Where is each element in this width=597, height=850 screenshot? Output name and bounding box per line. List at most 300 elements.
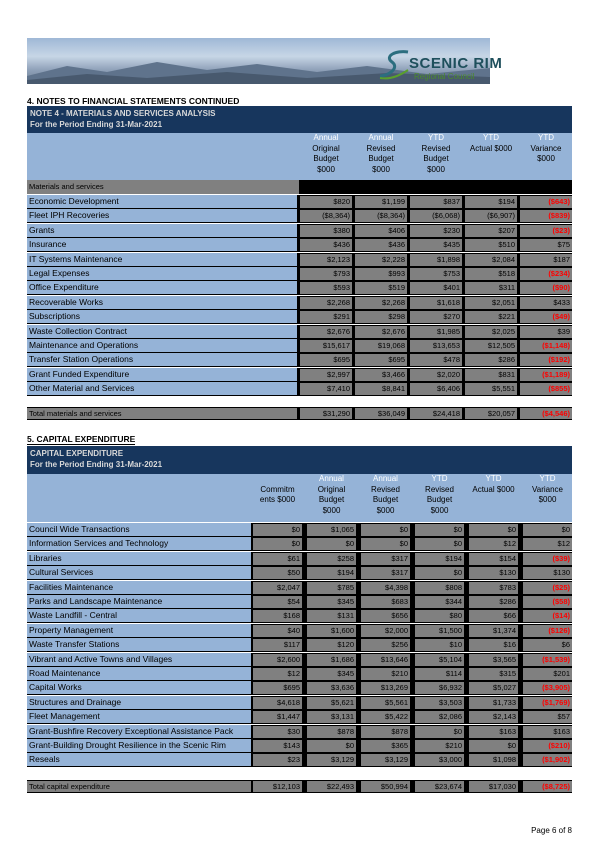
row-label: Legal Expenses [27, 267, 297, 280]
total-cell: $22,493 [307, 781, 356, 792]
column-header-label: Original [312, 143, 340, 153]
table-cell: ($1,189) [520, 369, 572, 381]
table-cell: $15,617 [300, 340, 352, 352]
section-4-heading: 4. NOTES TO FINANCIAL STATEMENTS CONTINUED [27, 96, 240, 106]
column-header-period: Annual [373, 474, 398, 483]
table-cell: $13,653 [410, 340, 462, 352]
total-row [27, 407, 572, 420]
table-row [27, 310, 572, 324]
table-cell: $0 [415, 538, 464, 550]
column-header-label: Revised [425, 484, 454, 494]
group-label: Materials and services [29, 182, 104, 191]
column-header-label: Revised [421, 143, 451, 153]
table-row [27, 710, 572, 724]
table-cell: $2,268 [300, 297, 352, 309]
table-cell: $143 [253, 740, 302, 752]
table-cell: $230 [410, 225, 462, 237]
table-cell: $2,600 [253, 654, 302, 666]
table-cell: $0 [307, 538, 356, 550]
column-header [465, 133, 517, 154]
table-cell: $2,020 [410, 369, 462, 381]
column-header [415, 474, 464, 516]
table-cell: $0 [469, 740, 518, 752]
table-cell: $298 [355, 311, 407, 323]
table-cell: ($90) [520, 282, 572, 294]
table-cell: $0 [253, 538, 302, 550]
column-header [410, 133, 462, 175]
table-cell: $120 [307, 639, 356, 651]
table-row [27, 238, 572, 252]
row-label: Recoverable Works [27, 296, 297, 309]
table-cell: ($210) [523, 740, 572, 752]
table-row [27, 566, 572, 580]
table-cell: $5,027 [469, 682, 518, 694]
table-cell: $2,228 [355, 254, 407, 266]
table-cell: $317 [361, 553, 410, 565]
table-row [27, 195, 572, 209]
column-header-label: Revised [366, 143, 396, 153]
table-row [27, 681, 572, 695]
table-cell: $2,997 [300, 369, 352, 381]
table-row [27, 552, 572, 566]
table-cell: ($39) [523, 553, 572, 565]
table-cell: $656 [361, 610, 410, 622]
row-label: Grant-Building Drought Resilience in the Scenic Rim [27, 739, 251, 752]
column-header-label: Budget [318, 495, 345, 504]
table-cell: $993 [355, 268, 407, 280]
table-cell: $286 [469, 596, 518, 608]
table-cell: $270 [410, 311, 462, 323]
column-header [361, 474, 410, 516]
table-cell: $783 [469, 582, 518, 594]
table-cell: $317 [361, 567, 410, 579]
table-cell: $0 [307, 740, 356, 752]
table-cell: $3,503 [415, 697, 464, 709]
column-header-label: $000 [372, 164, 390, 174]
row-label: Information Services and Technology [27, 537, 251, 550]
table-cell: $12,505 [465, 340, 517, 352]
table-cell: $40 [253, 625, 302, 637]
table-cell: $519 [355, 282, 407, 294]
table-cell: $820 [300, 196, 352, 208]
section-5-box-title: CAPITAL EXPENDITURE [30, 449, 124, 458]
table-row [27, 382, 572, 396]
table-row [27, 368, 572, 382]
column-header-label: $000 [376, 505, 395, 515]
table-cell: $13,646 [361, 654, 410, 666]
column-header [520, 133, 572, 165]
column-header-label: Revised [371, 484, 400, 494]
row-label: Parks and Landscape Maintenance [27, 595, 251, 608]
table-cell: $3,000 [415, 754, 464, 766]
row-label: Reseals [27, 753, 251, 766]
table-cell: ($6,068) [410, 210, 462, 222]
table-cell: $23 [253, 754, 302, 766]
table-cell: $201 [523, 668, 572, 680]
table-cell: $4,618 [253, 697, 302, 709]
column-header-label: Budget [372, 495, 399, 504]
table-cell: ($126) [523, 625, 572, 637]
table-cell: $478 [410, 354, 462, 366]
table-row [27, 696, 572, 710]
table-cell: $436 [355, 239, 407, 251]
table-cell: $1,500 [415, 625, 464, 637]
column-header [253, 474, 302, 506]
column-header-label: Budget [423, 154, 449, 163]
row-label: Libraries [27, 552, 251, 565]
column-header-label: $000 [538, 495, 557, 504]
table-cell: ($49) [520, 311, 572, 323]
table-cell: $39 [520, 326, 572, 338]
section-4-title-box [27, 106, 572, 133]
table-cell: $54 [253, 596, 302, 608]
column-header-label: $000 [317, 164, 335, 174]
table-cell: $130 [523, 567, 572, 579]
table-cell: ($643) [520, 196, 572, 208]
total-cell: ($4,546) [520, 408, 572, 419]
table-cell: $4,398 [361, 582, 410, 594]
table-cell: $8,841 [355, 383, 407, 395]
table-cell: ($192) [520, 354, 572, 366]
table-cell: $878 [361, 726, 410, 738]
row-label: Council Wide Transactions [27, 523, 251, 536]
table-cell: $0 [361, 524, 410, 536]
row-label: Maintenance and Operations [27, 339, 297, 352]
table-cell: $6,932 [415, 682, 464, 694]
table-cell: $154 [469, 553, 518, 565]
row-label: Property Management [27, 624, 251, 637]
table-row [27, 595, 572, 609]
table-row [27, 753, 572, 767]
section-4-group-row [27, 180, 572, 194]
table-cell: $3,636 [307, 682, 356, 694]
table-row [27, 725, 572, 739]
table-cell: $0 [415, 567, 464, 579]
row-label: Vibrant and Active Towns and Villages [27, 653, 251, 666]
table-cell: $0 [415, 524, 464, 536]
table-cell: $695 [355, 354, 407, 366]
table-cell: $837 [410, 196, 462, 208]
table-cell: $683 [361, 596, 410, 608]
table-cell: ($8,364) [355, 210, 407, 222]
section-4-column-headers [27, 133, 572, 180]
column-header [300, 133, 352, 175]
table-cell: $258 [307, 553, 356, 565]
column-header-period: Annual [368, 133, 394, 142]
table-cell: $1,985 [410, 326, 462, 338]
table-cell: ($855) [520, 383, 572, 395]
table-cell: $1,374 [469, 625, 518, 637]
section-5-heading: 5. CAPITAL EXPENDITURE [27, 434, 136, 444]
section-5-column-headers [27, 474, 572, 522]
table-cell: $5,621 [307, 697, 356, 709]
column-header [355, 133, 407, 175]
table-row [27, 653, 572, 667]
table-cell: $808 [415, 582, 464, 594]
table-cell: $593 [300, 282, 352, 294]
table-cell: $291 [300, 311, 352, 323]
column-header-label: Variance [532, 484, 563, 494]
table-cell: $3,129 [307, 754, 356, 766]
table-cell: $1,898 [410, 254, 462, 266]
column-header-label: Original [317, 484, 346, 494]
total-cell: $50,994 [361, 781, 410, 792]
total-cell: $31,290 [300, 408, 352, 419]
table-cell: $1,618 [410, 297, 462, 309]
row-label: Road Maintenance [27, 667, 251, 680]
section-4-box-period: For the Period Ending 31-Mar-2021 [30, 120, 163, 129]
row-label: Grants [27, 224, 297, 237]
table-cell: $1,065 [307, 524, 356, 536]
table-row [27, 253, 572, 267]
table-cell: $1,686 [307, 654, 356, 666]
table-row [27, 281, 572, 295]
table-cell: $510 [465, 239, 517, 251]
table-row [27, 267, 572, 281]
table-cell: $221 [465, 311, 517, 323]
row-label: Cultural Services [27, 566, 251, 579]
table-row [27, 224, 572, 238]
row-label: Facilities Maintenance [27, 581, 251, 594]
table-cell: $518 [465, 268, 517, 280]
section-4-box-title: NOTE 4 - MATERIALS AND SERVICES ANALYSIS [30, 109, 216, 118]
table-cell: $12 [523, 538, 572, 550]
table-cell: $315 [469, 668, 518, 680]
total-cell: $23,674 [415, 781, 464, 792]
table-cell: ($58) [523, 596, 572, 608]
column-header-period: Annual [319, 474, 344, 483]
table-cell: $0 [469, 524, 518, 536]
table-cell: ($8,364) [300, 210, 352, 222]
table-row [27, 638, 572, 652]
section-5-box-period: For the Period Ending 31-Mar-2021 [30, 460, 163, 469]
table-cell: $435 [410, 239, 462, 251]
table-cell: $30 [253, 726, 302, 738]
table-cell: ($25) [523, 582, 572, 594]
row-label: Capital Works [27, 681, 251, 694]
table-cell: $6,406 [410, 383, 462, 395]
table-cell: ($1,148) [520, 340, 572, 352]
table-cell: $19,068 [355, 340, 407, 352]
table-cell: $5,422 [361, 711, 410, 723]
total-cell: $20,057 [465, 408, 517, 419]
page-number: Page 6 of 8 [531, 826, 572, 835]
table-cell: $256 [361, 639, 410, 651]
table-cell: $194 [415, 553, 464, 565]
table-cell: $2,000 [361, 625, 410, 637]
column-header-period: YTD [539, 474, 556, 483]
row-label: Waste Transfer Stations [27, 638, 251, 651]
column-header-period: YTD [483, 133, 499, 142]
table-cell: ($23) [520, 225, 572, 237]
column-header-label: Commitm [260, 484, 295, 494]
column-header-label: ents $000 [259, 495, 296, 504]
table-cell: ($14) [523, 610, 572, 622]
table-cell: $2,051 [465, 297, 517, 309]
table-cell: $3,131 [307, 711, 356, 723]
table-cell: $0 [253, 524, 302, 536]
column-header [523, 474, 572, 506]
total-cell: $24,418 [410, 408, 462, 419]
column-header-period: YTD [428, 133, 444, 142]
row-label: Other Material and Services [27, 382, 297, 395]
table-row [27, 339, 572, 353]
total-cell: ($8,725) [523, 781, 572, 792]
table-cell: $3,466 [355, 369, 407, 381]
column-header-period: YTD [538, 133, 554, 142]
row-label: Office Expenditure [27, 281, 297, 294]
table-cell: $187 [520, 254, 572, 266]
brand-name: SCENIC RIM [409, 55, 503, 72]
table-cell: $436 [300, 239, 352, 251]
table-cell: $6 [523, 639, 572, 651]
section-5-title-box [27, 446, 572, 474]
table-cell: $433 [520, 297, 572, 309]
table-cell: $114 [415, 668, 464, 680]
table-cell: ($839) [520, 210, 572, 222]
table-row [27, 581, 572, 595]
table-cell: $7,410 [300, 383, 352, 395]
table-row [27, 523, 572, 537]
table-cell: $1,447 [253, 711, 302, 723]
table-cell: $10 [415, 639, 464, 651]
table-cell: $50 [253, 567, 302, 579]
row-label: Subscriptions [27, 310, 297, 323]
table-cell: $1,733 [469, 697, 518, 709]
table-cell: $61 [253, 553, 302, 565]
table-cell: $1,098 [469, 754, 518, 766]
table-cell: ($234) [520, 268, 572, 280]
table-cell: $12 [253, 668, 302, 680]
table-cell: $345 [307, 668, 356, 680]
table-cell: $2,676 [300, 326, 352, 338]
table-cell: $194 [465, 196, 517, 208]
table-cell: ($6,907) [465, 210, 517, 222]
column-header-label: Budget [368, 154, 394, 163]
table-cell: ($1,769) [523, 697, 572, 709]
table-cell: $5,561 [361, 697, 410, 709]
column-header-label: Actual $000 [469, 143, 513, 153]
table-cell: $0 [415, 726, 464, 738]
table-cell: $12 [469, 538, 518, 550]
table-cell: $2,143 [469, 711, 518, 723]
group-row-filler [299, 180, 572, 194]
row-label: Transfer Station Operations [27, 353, 297, 366]
table-cell: $210 [415, 740, 464, 752]
table-cell: $2,676 [355, 326, 407, 338]
table-cell: $2,123 [300, 254, 352, 266]
row-label: Waste Collection Contract [27, 325, 297, 338]
brand-subtitle: Regional Council [414, 72, 475, 81]
table-cell: $344 [415, 596, 464, 608]
table-cell: $13,269 [361, 682, 410, 694]
row-label: Waste Landfill - Central [27, 609, 251, 622]
table-cell: $2,084 [465, 254, 517, 266]
table-cell: $2,047 [253, 582, 302, 594]
table-row [27, 296, 572, 310]
column-header-label: Budget [313, 154, 339, 163]
column-header-period: YTD [431, 474, 448, 483]
column-header-label: $000 [322, 505, 341, 515]
table-row [27, 537, 572, 551]
table-cell: $380 [300, 225, 352, 237]
table-cell: $16 [469, 639, 518, 651]
table-cell: $5,104 [415, 654, 464, 666]
table-cell: $695 [253, 682, 302, 694]
table-cell: $406 [355, 225, 407, 237]
total-cell: $12,103 [253, 781, 302, 792]
column-header-label: $000 [427, 164, 445, 174]
column-header-period: Annual [313, 133, 339, 142]
total-label: Total materials and services [27, 408, 297, 419]
table-cell: $1,600 [307, 625, 356, 637]
table-cell: $3,129 [361, 754, 410, 766]
table-cell: $878 [307, 726, 356, 738]
table-cell: $0 [361, 538, 410, 550]
table-cell: $831 [465, 369, 517, 381]
table-row [27, 739, 572, 753]
table-cell: $131 [307, 610, 356, 622]
table-cell: $401 [410, 282, 462, 294]
table-row [27, 624, 572, 638]
column-header-label: Actual $000 [472, 484, 515, 494]
table-row [27, 209, 572, 223]
table-row [27, 353, 572, 367]
table-cell: $2,086 [415, 711, 464, 723]
column-header-label: $000 [537, 154, 555, 163]
table-cell: ($1,902) [523, 754, 572, 766]
column-header [469, 474, 518, 495]
total-cell: $36,049 [355, 408, 407, 419]
table-cell: $163 [523, 726, 572, 738]
total-row [27, 780, 572, 793]
column-header-period [253, 474, 302, 485]
table-cell: $365 [361, 740, 410, 752]
table-cell: $286 [465, 354, 517, 366]
row-label: Insurance [27, 238, 297, 251]
table-cell: $2,025 [465, 326, 517, 338]
total-cell: $17,030 [469, 781, 518, 792]
table-cell: $695 [300, 354, 352, 366]
table-cell: $785 [307, 582, 356, 594]
table-cell: $207 [465, 225, 517, 237]
row-label: Structures and Drainage [27, 696, 251, 709]
table-cell: $311 [465, 282, 517, 294]
table-cell: $2,268 [355, 297, 407, 309]
row-label: Fleet IPH Recoveries [27, 209, 297, 222]
column-header-period: YTD [485, 474, 502, 483]
table-cell: $5,551 [465, 383, 517, 395]
table-cell: $194 [307, 567, 356, 579]
table-cell: $57 [523, 711, 572, 723]
table-cell: $130 [469, 567, 518, 579]
row-label: Economic Development [27, 195, 297, 208]
table-row [27, 609, 572, 623]
column-header-label: Variance [530, 143, 562, 153]
table-cell: $117 [253, 639, 302, 651]
table-cell: $75 [520, 239, 572, 251]
table-cell: ($1,539) [523, 654, 572, 666]
row-label: IT Systems Maintenance [27, 253, 297, 266]
column-header-label: $000 [430, 505, 449, 515]
total-label: Total capital expenditure [27, 781, 251, 792]
row-label: Fleet Management [27, 710, 251, 723]
table-row [27, 325, 572, 339]
table-cell: $210 [361, 668, 410, 680]
table-cell: $0 [523, 524, 572, 536]
row-label: Grant-Bushfire Recovery Exceptional Assistance Pack [27, 725, 251, 738]
table-cell: $1,199 [355, 196, 407, 208]
